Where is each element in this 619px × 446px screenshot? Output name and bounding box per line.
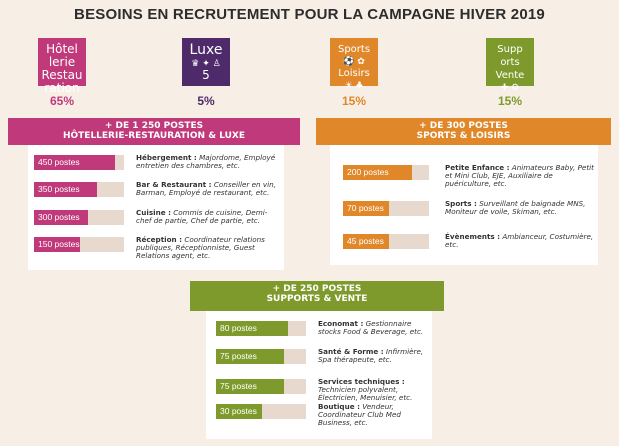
support-icon-glyphs: ✚ ⚙	[500, 83, 520, 93]
hotel-bar	[34, 237, 124, 252]
support-bar	[216, 404, 306, 419]
hotel-bar-label: 150 postes	[38, 239, 80, 249]
hotel-row-text: Majordome, Employé entretien des chambres, etc.	[136, 153, 276, 170]
luxury-icon-line3: 5	[202, 68, 210, 82]
support-icon-line3: Vente	[495, 70, 525, 81]
support-banner-line1: + DE 250 POSTES	[272, 284, 362, 294]
support-icon-line1: Supp	[497, 44, 523, 55]
hotel-row-description	[136, 209, 278, 225]
sports-row-title: Évènements :	[445, 232, 501, 241]
hotel-banner-line2: HÔTELLERIE-RESTAURATION & LUXE	[62, 131, 246, 141]
hotel-row-title: Bar & Restaurant :	[136, 180, 212, 189]
luxury-icon-line1: Luxe	[189, 42, 223, 58]
hotel-banner	[8, 118, 300, 145]
sports-bar-label: 200 postes	[347, 167, 389, 177]
page-title: BESOINS EN RECRUTEMENT POUR LA CAMPAGNE HIVER 2019	[74, 6, 545, 23]
hotel-row-title: Cuisine :	[136, 208, 171, 217]
support-percent: 15%	[497, 94, 523, 108]
sports-banner-line1: + DE 300 POSTES	[419, 121, 508, 131]
hotel-row-title: Réception :	[136, 235, 183, 244]
sports-icon-line1: Sports	[337, 44, 371, 55]
support-bar-label: 80 postes	[220, 323, 257, 333]
support-bar-label: 30 postes	[220, 406, 257, 416]
sports-row-text: Ambianceur, Costumière, etc.	[445, 232, 594, 249]
support-row-text: Technicien polyvalent, Électricien, Menuisier, etc.	[318, 385, 413, 402]
sports-banner	[316, 118, 611, 145]
sports-row-description	[445, 164, 595, 188]
hotel-icon-line1: Hôtel	[46, 42, 78, 56]
support-row-text: Gestionnaire stocks Food & Beverage, etc.	[318, 319, 424, 336]
support-row-title: Boutique :	[318, 402, 360, 411]
support-bar-label: 75 postes	[220, 381, 257, 391]
sports-icon	[330, 38, 378, 91]
hotel-percent: 65%	[49, 94, 75, 108]
hotel-bar	[34, 155, 124, 170]
support-row-title: Services techniques :	[318, 377, 405, 386]
luxury-icon-glyphs: ♛ ✦ ♙	[191, 59, 221, 69]
hotel-icon-line3: Restau	[41, 68, 83, 82]
support-row-description	[318, 378, 430, 402]
sports-bar	[343, 165, 429, 180]
support-row-title: Santé & Forme :	[318, 347, 384, 356]
hotel-icon-line4: ration	[44, 81, 80, 95]
support-bar	[216, 349, 306, 364]
sports-percent: 15%	[341, 94, 367, 108]
sports-row-description	[445, 233, 595, 249]
support-banner	[190, 281, 444, 311]
support-row-title: Economat :	[318, 319, 364, 328]
support-icon-line2: orts	[500, 57, 520, 68]
hotel-row-title: Hébergement :	[136, 153, 197, 162]
sports-bar	[343, 201, 429, 216]
sports-bar-label: 45 postes	[347, 236, 384, 246]
hotel-row-text: Conseiller en vin, Barman, Employé de restaurant, etc.	[136, 180, 276, 197]
sports-row-description	[445, 200, 595, 216]
sports-icon-glyphs: ⚽ ✿	[343, 57, 365, 67]
sports-icon-line3: Loisirs	[338, 68, 370, 79]
sports-bar-label: 70 postes	[347, 203, 384, 213]
hotel-bar-label: 450 postes	[38, 157, 80, 167]
luxury-percent: 5%	[197, 94, 215, 108]
hotel-bar	[34, 182, 124, 197]
support-bar	[216, 321, 306, 336]
hotel-row-description	[136, 236, 278, 260]
support-row-description	[318, 348, 430, 364]
support-row-description	[318, 403, 430, 427]
hotel-row-text: Commis de cuisine, Demi-chef de partie, Chef de partie, etc.	[136, 208, 268, 225]
sports-icon-glyphs-2: ☀ ♣	[344, 81, 364, 91]
sports-banner-line2: SPORTS & LOISIRS	[416, 131, 511, 141]
sports-bar	[343, 234, 429, 249]
luxury-icon	[182, 38, 230, 86]
hotel-bar	[34, 210, 124, 225]
hotel-row-description	[136, 181, 278, 197]
support-bar-label: 75 postes	[220, 351, 257, 361]
hotel-row-description	[136, 154, 278, 170]
hotel-bar-label: 350 postes	[38, 184, 80, 194]
sports-row-text: Surveillant de baignade MNS, Moniteur de voile, Skiman, etc.	[445, 199, 586, 216]
support-banner-line2: SUPPORTS & VENTE	[266, 294, 368, 304]
hotel-banner-line1: + DE 1 250 POSTES	[104, 121, 204, 131]
hotel-bar-label: 300 postes	[38, 212, 80, 222]
hotel-icon	[38, 38, 86, 95]
sports-row-title: Sports :	[445, 199, 477, 208]
support-row-description	[318, 320, 430, 336]
sports-row-text: Animateurs Baby, Petit et Mini Club, EJE, Auxiliaire de puériculture, etc.	[445, 163, 594, 188]
support-row-text: Vendeur, Coordinateur Club Med Business, etc.	[318, 402, 401, 427]
sports-row-title: Petite Enfance :	[445, 163, 510, 172]
hotel-icon-line2: lerie	[48, 55, 76, 69]
support-icon	[486, 38, 534, 93]
support-bar	[216, 379, 306, 394]
support-row-text: Infirmière, Spa thérapeute, etc.	[318, 347, 424, 364]
hotel-row-text: Coordinateur relations publiques, Réceptionniste, Guest Relations agent, etc.	[136, 235, 265, 260]
